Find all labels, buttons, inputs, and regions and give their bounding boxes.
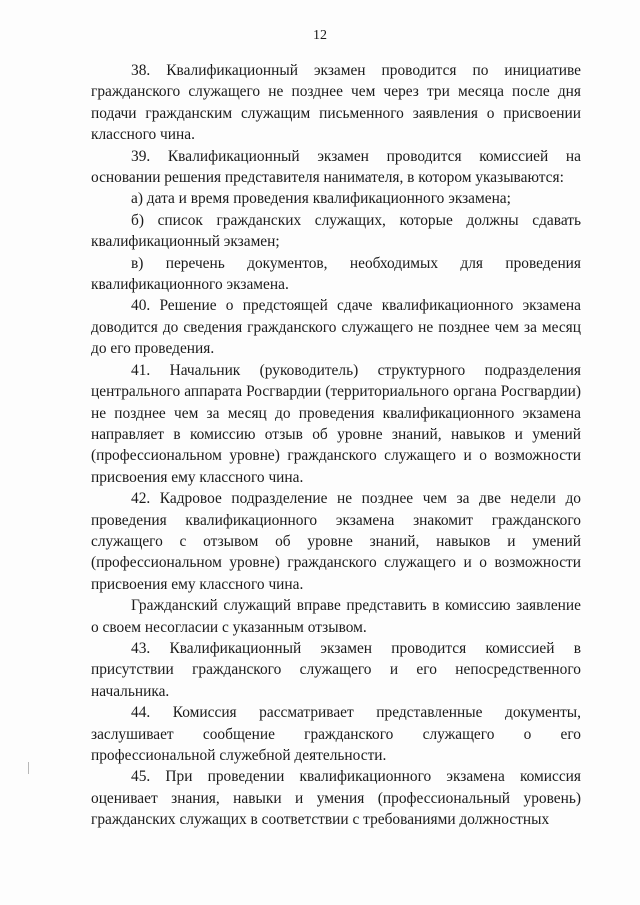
paragraph-44: 44. Комиссия рассматривает представленные документы, заслушивает сообщение гражданского служащего о его профессиональной служебной деятельности.	[91, 704, 581, 764]
paragraph-42-note: Гражданский служащий вправе представить в комиссию заявление о своем несогласии с указанным отзывом.	[91, 597, 581, 636]
paragraph-45: 45. При проведении квалификационного экзамена комиссия оценивает знания, навыки и умения (профессиональный уровень) гражданских служащих в соответствии с требованиями должностных	[91, 768, 581, 829]
paragraph-38: 38. Квалификационный экзамен проводится по инициативе гражданского служащего не позднее чем через три месяца после дня подачи гражданским служащим письменного заявления о присвоении классного чина.	[91, 62, 581, 144]
paragraph-42: 42. Кадровое подразделение не позднее чем за две недели до проведения квалификационного экзамена знакомит гражданского служащего с отзывом об уровне знаний, навыков и умений (профессиональном уровне) гражданского служащего и о возможности присвоения ему классного чина.	[91, 490, 581, 593]
paragraph-39-a: а) дата и время проведения квалификационного экзамена;	[131, 190, 511, 208]
document-body	[91, 60, 581, 831]
paragraph-40: 40. Решение о предстоящей сдаче квалификационного экзамена доводится до сведения гражданского служащего не позднее чем за месяц до его проведения.	[91, 297, 581, 358]
paragraph-41: 41. Начальник (руководитель) структурного подразделения центрального аппарата Росгвардии (территориального органа Росгвардии) не позднее чем за месяц до проведения квалификационного экзамена направляет в комиссию отзыв об уровне знаний, навыков и умений (профессиональном уровне) гражданского служащего и о возможности присвоения ему классного чина.	[91, 361, 581, 486]
paragraph-39-b: б) список гражданских служащих, которые должны сдавать квалификационный экзамен;	[91, 211, 581, 251]
page-number: 12	[313, 28, 327, 43]
paragraph-39-c: в) перечень документов, необходимых для проведения квалификационного экзамена.	[91, 254, 581, 294]
scan-mark	[28, 762, 29, 774]
paragraph-43: 43. Квалификационный экзамен проводится комиссией в присутствии гражданского служащего и его непосредственного начальника.	[91, 639, 581, 700]
paragraph-39: 39. Квалификационный экзамен проводится комиссией на основании решения представителя нанимателя, в котором указываются:	[91, 147, 581, 187]
